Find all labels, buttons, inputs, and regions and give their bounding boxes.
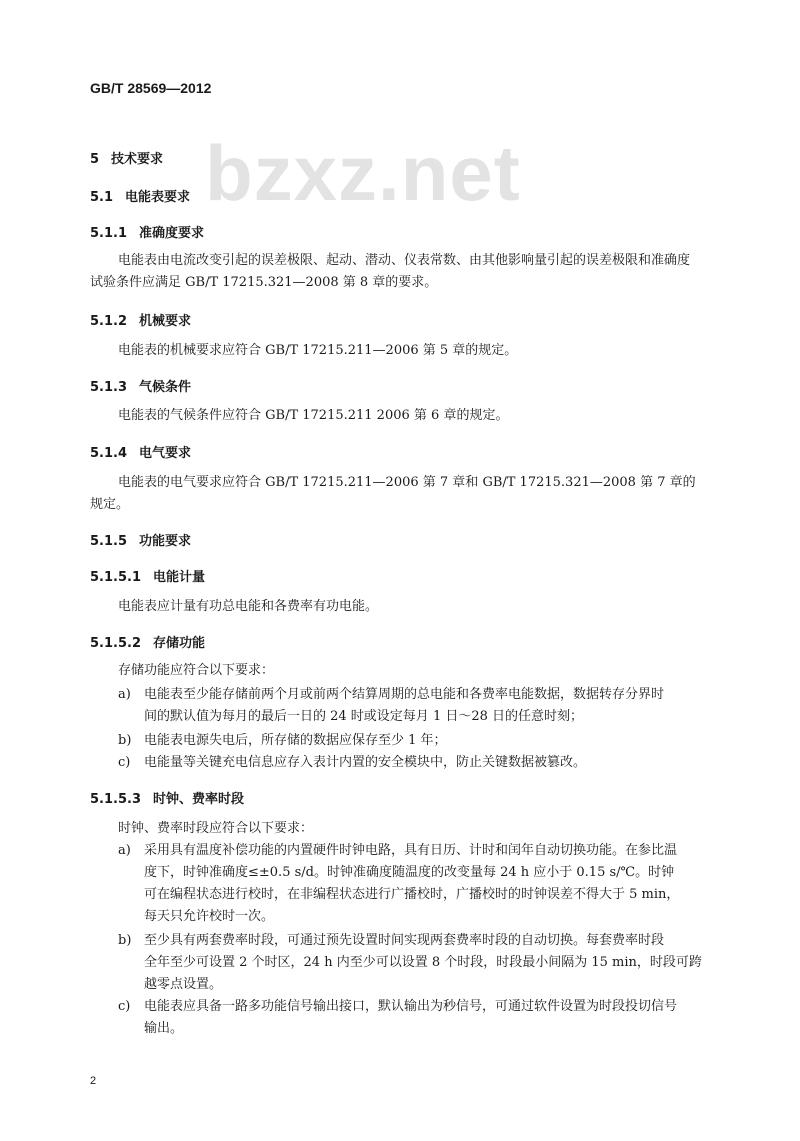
text-line: 电能量等关键充电信息应存入表计内置的安全模块中，防止关键数据被篡改。 — [144, 755, 587, 770]
list-marker: a) — [118, 687, 131, 702]
section-5-1-5-1-heading — [90, 566, 205, 585]
paragraph-5-1-1 — [90, 250, 730, 294]
section-title: 功能要求 — [139, 534, 192, 549]
list-text — [144, 752, 586, 774]
section-5-1-heading — [90, 186, 190, 205]
storage-intro: 存储功能应符合以下要求： — [118, 663, 275, 678]
list-text — [144, 930, 702, 996]
section-title: 存储功能 — [153, 636, 206, 651]
section-number: 5.1.1 — [90, 226, 128, 241]
text-line: 越零点设置。 — [144, 977, 223, 992]
text-line: 电能表电源失电后，所存储的数据应保存至少 1 年； — [144, 733, 447, 748]
section-5-1-3-heading — [90, 376, 191, 395]
list-text — [144, 996, 677, 1040]
section-title: 时钟、费率时段 — [153, 792, 245, 807]
text-line: 输出。 — [144, 1021, 184, 1036]
section-5-heading — [90, 148, 163, 167]
section-5-1-5-3-heading — [90, 788, 244, 807]
page-number: 2 — [90, 1075, 97, 1087]
section-title: 电气要求 — [139, 446, 192, 461]
text-line: 电能表应具备一路多功能信号输出接口，默认输出为秒信号，可通过软件设置为时段投切信号 — [144, 999, 678, 1014]
paragraph-5-1-3: 电能表的气候条件应符合 GB/T 17215.211 2006 第 6 章的规定。 — [118, 408, 509, 423]
list-marker: b) — [118, 733, 132, 748]
text-line: 可在编程状态进行校时，在非编程状态进行广播校时，广播校时的时钟误差不得大于 5 min， — [144, 887, 680, 902]
text-line: 规定。 — [90, 497, 130, 512]
list-text — [144, 840, 679, 928]
section-title: 准确度要求 — [139, 226, 205, 241]
section-number: 5.1.3 — [90, 380, 128, 395]
list-marker: a) — [118, 843, 131, 858]
standard-code: GB/T 28569—2012 — [90, 80, 212, 96]
list-marker: c) — [118, 755, 131, 770]
text-line: 至少具有两套费率时段，可通过预先设置时间实现两套费率时段的自动切换。每套费率时段 — [144, 933, 665, 948]
text-line: 每天只允许校时一次。 — [144, 909, 275, 924]
section-title: 机械要求 — [139, 314, 192, 329]
text-line: 全年至少可设置 2 个时区，24 h 内至少可以设置 8 个时段，时段最小间隔为 15 min，时段可跨 — [144, 955, 702, 970]
clock-intro: 时钟、费率时段应符合以下要求： — [118, 821, 314, 836]
section-5-1-1-heading — [90, 222, 204, 241]
text-line: 电能表至少能存储前两个月或前两个结算周期的总电能和各费率电能数据，数据转存分界时 — [144, 687, 665, 702]
section-number: 5.1.5.3 — [90, 792, 141, 807]
list-marker: c) — [118, 999, 131, 1014]
section-title: 电能计量 — [153, 570, 206, 585]
section-title: 电能表要求 — [125, 190, 191, 205]
text-line: 试验条件应满足 GB/T 17215.321—2008 第 8 章的要求。 — [90, 275, 438, 290]
section-number: 5.1.5.1 — [90, 570, 141, 585]
section-title: 技术要求 — [111, 152, 164, 167]
section-number: 5.1.2 — [90, 314, 128, 329]
text-line: 度下，时钟准确度≤±0.5 s/d。时钟准确度随温度的改变量每 24 h 应小于 0.15 s/℃。时钟 — [144, 865, 675, 880]
section-5-1-4-heading — [90, 442, 191, 461]
list-marker: b) — [118, 933, 132, 948]
section-number: 5.1.4 — [90, 446, 128, 461]
text-line: 电能表由电流改变引起的误差极限、起动、潜动、仪表常数、由其他影响量引起的误差极限和准确度 — [118, 253, 691, 268]
list-text — [144, 684, 664, 728]
watermark: bzxz.net — [205, 129, 521, 217]
section-5-1-2-heading — [90, 310, 191, 329]
section-number: 5 — [90, 152, 100, 167]
paragraph-5-1-2: 电能表的机械要求应符合 GB/T 17215.211—2006 第 5 章的规定。 — [118, 343, 518, 358]
list-text — [144, 730, 447, 752]
section-number: 5.1.5 — [90, 534, 128, 549]
section-number: 5.1 — [90, 190, 114, 205]
section-title: 气候条件 — [139, 380, 192, 395]
section-5-1-5-heading — [90, 530, 191, 549]
paragraph-5-1-5-1: 电能表应计量有功总电能和各费率有功电能。 — [118, 599, 379, 614]
text-line: 间的默认值为每月的最后一日的 24 时或设定每月 1 日～28 日的任意时刻； — [144, 709, 584, 724]
text-line: 采用具有温度补偿功能的内置硬件时钟电路，具有日历、计时和闰年自动切换功能。在参比温 — [144, 843, 678, 858]
section-number: 5.1.5.2 — [90, 636, 141, 651]
section-5-1-5-2-heading — [90, 632, 205, 651]
text-line: 电能表的电气要求应符合 GB/T 17215.211—2006 第 7 章和 GB/T 17215.321—2008 第 7 章的 — [118, 475, 696, 490]
paragraph-5-1-4 — [90, 472, 730, 516]
